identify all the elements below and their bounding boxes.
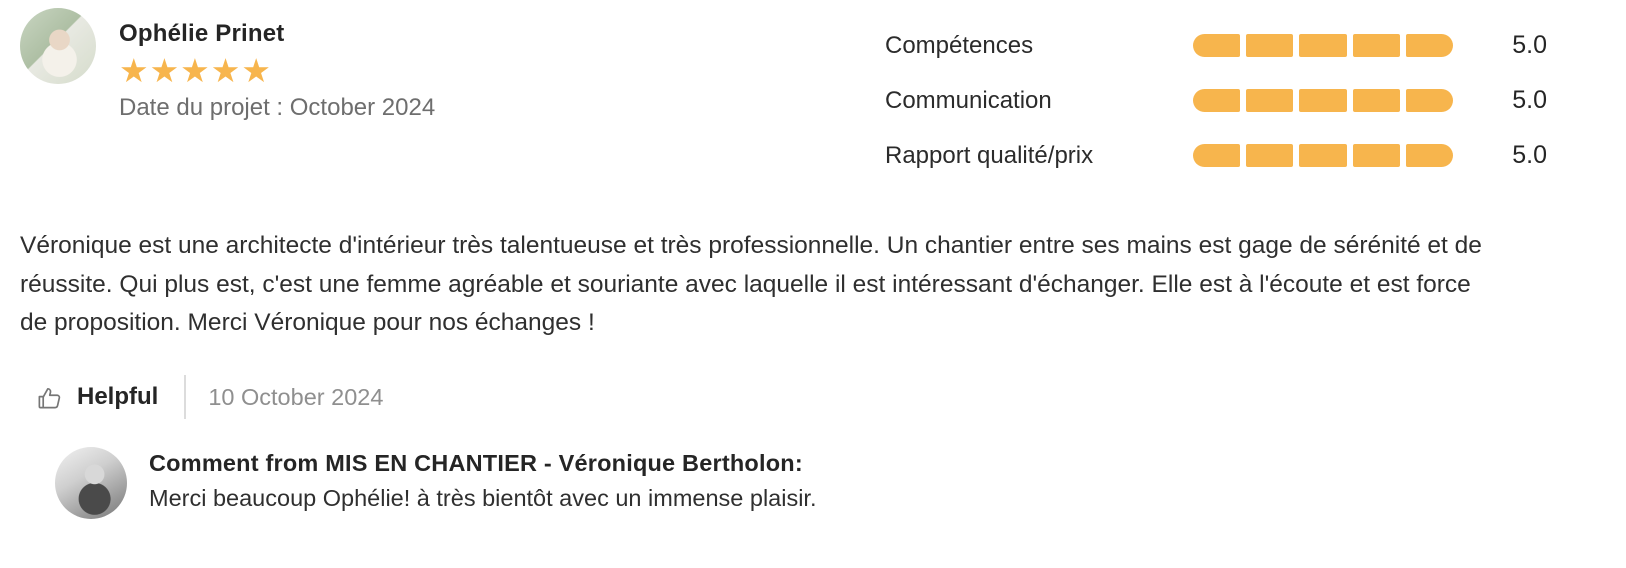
rating-value: 5.0 [1512,86,1547,114]
thumbs-up-icon [36,384,63,411]
rating-bar-segment [1246,89,1293,112]
rating-bar-segment [1193,89,1240,112]
rating-bar-segment [1353,34,1400,57]
rating-bar-segment [1299,144,1346,167]
reviewer-name: Ophélie Prinet [119,20,285,47]
rating-row-rapport-qualite-prix [885,141,1547,170]
rating-label: Rapport qualité/prix [885,141,1094,169]
review-footer [36,375,383,419]
review-text: Véronique est une architecte d'intérieur très talentueuse et très professionnelle. Un chantier entre ses mains est gage de sérénité et de réussite. Qui plus est, c'est une femme agréable et souriante avec laquelle il est intéressant d'échanger. Elle est à l'écoute et est force de proposition. Merci Véronique pour nos échanges ! [20,232,1482,336]
rating-bar-segment [1246,144,1293,167]
vertical-divider [184,375,186,419]
rating-row-communication [885,86,1547,115]
rating-value: 5.0 [1512,31,1547,59]
pro-comment [55,447,817,519]
rating-bar [1193,89,1453,112]
reviewer-avatar [20,8,96,84]
project-date: Date du projet : October 2024 [119,94,436,121]
rating-bar-segment [1246,34,1293,57]
rating-bar [1193,144,1453,167]
rating-value: 5.0 [1512,141,1547,169]
rating-bar-segment [1353,89,1400,112]
rating-bar-segment [1299,34,1346,57]
rating-label: Compétences [885,31,1034,59]
pro-comment-body: Merci beaucoup Ophélie! à très bientôt avec un immense plaisir. [149,485,817,511]
rating-bar [1193,34,1453,57]
category-ratings [885,31,1547,196]
star-rating-icons: ★★★★★ [119,51,272,90]
rating-bar-segment [1299,89,1346,112]
rating-bar-segment [1193,34,1240,57]
pro-comment-texts [149,447,817,519]
rating-row-competences [885,31,1547,60]
helpful-button[interactable] [36,383,158,411]
rating-label: Communication [885,86,1052,114]
rating-bar-segment [1406,144,1453,167]
rating-bar-segment [1353,144,1400,167]
pro-avatar [55,447,127,519]
reviewer-info [119,20,435,122]
rating-bar-segment [1193,144,1240,167]
pro-comment-header: Comment from MIS EN CHANTIER - Véronique Bertholon: [149,450,803,476]
review-date: 10 October 2024 [208,383,384,410]
rating-bar-segment [1406,34,1453,57]
helpful-label: Helpful [77,383,159,410]
rating-bar-segment [1406,89,1453,112]
